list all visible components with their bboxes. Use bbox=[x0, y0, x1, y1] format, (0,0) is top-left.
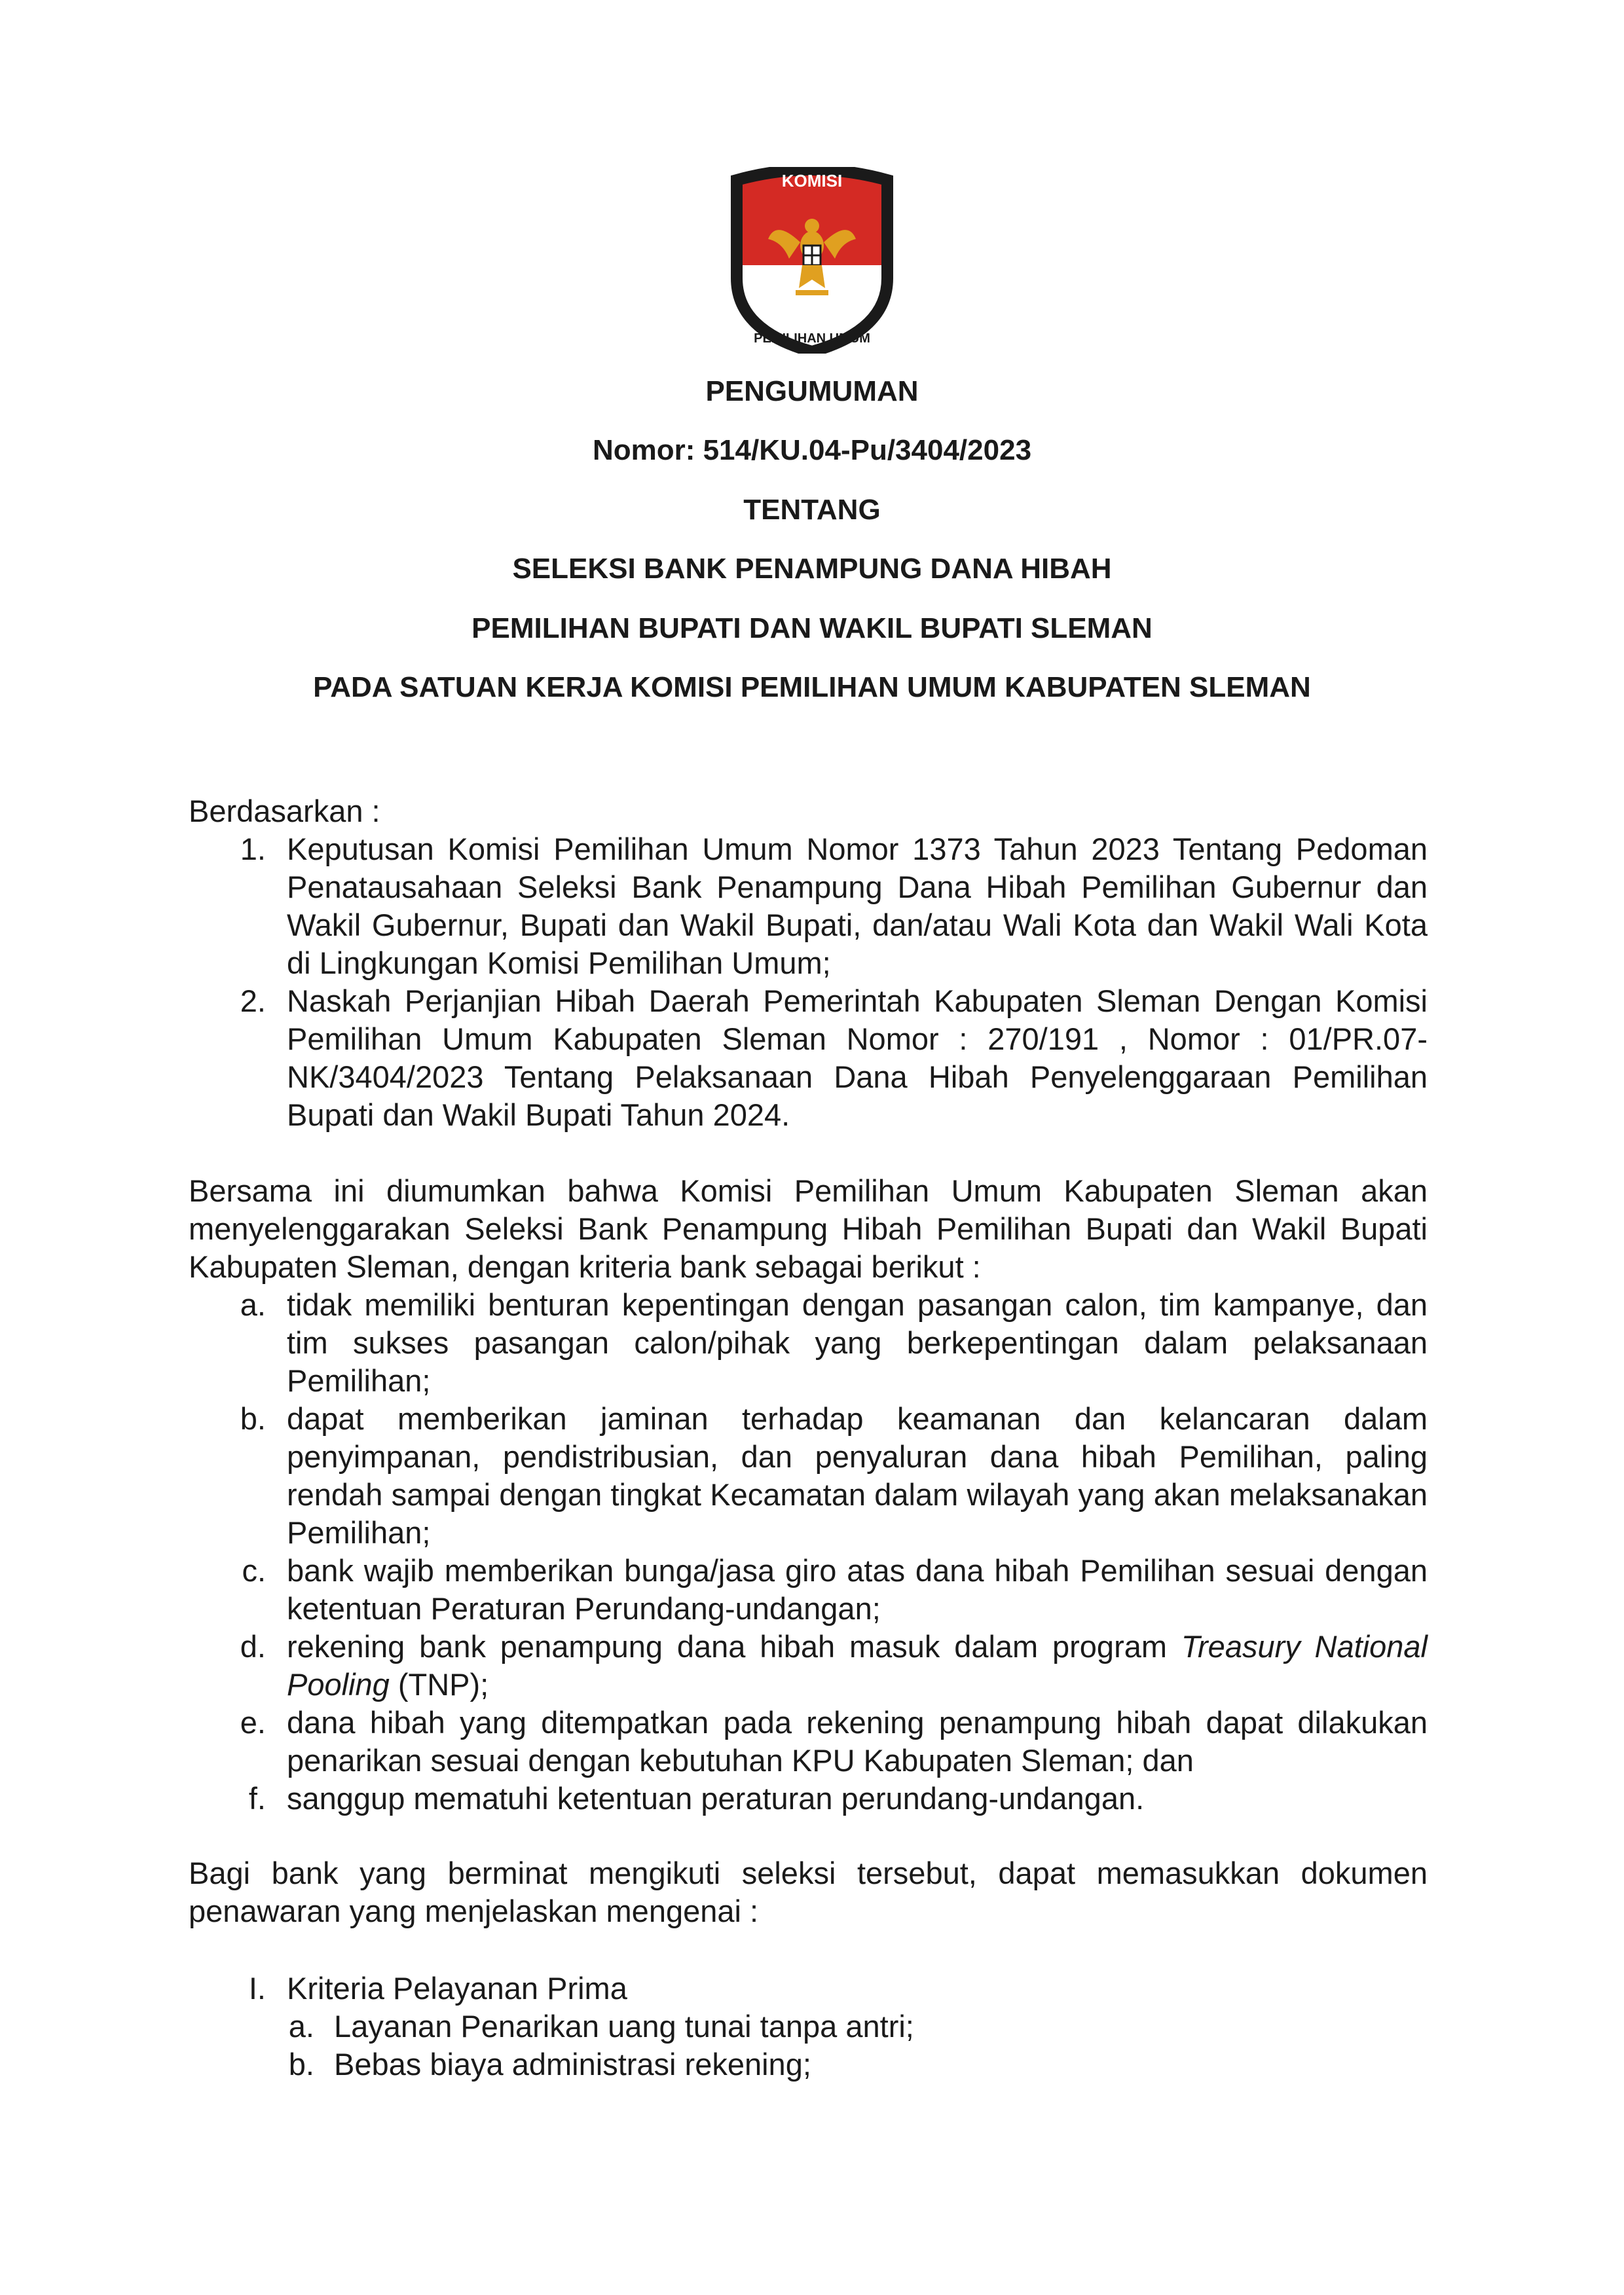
criteria-marker: d. bbox=[240, 1629, 266, 1664]
criteria-marker: a. bbox=[240, 1287, 266, 1322]
page-title: PENGUMUMAN bbox=[705, 375, 919, 407]
criteria-marker: f. bbox=[248, 1781, 266, 1816]
criteria-item: tidak memiliki benturan kepentingan dengan pasangan calon, tim kampanye, dan tim sukses pasangan calon/pihak yang berkepentingan dalam pelaksanaan Pemilihan; bbox=[287, 1287, 1428, 1398]
basis-label: Berdasarkan : bbox=[189, 794, 380, 828]
criteria-text-end: (TNP); bbox=[389, 1667, 489, 1702]
criteria-marker: c. bbox=[242, 1553, 266, 1588]
basis-item: Keputusan Komisi Pemilihan Umum Nomor 1373 Tahun 2023 Tentang Pedoman Penatausahaan Seleksi Bank Penampung Dana Hibah Pemilihan Gubernur dan Wakil Gubernur, Bupati dan Wakil Bupati, dan/atau Wali Kota dan Wakil Wali Kota di Lingkungan Komisi Pemilihan Umum; bbox=[287, 832, 1428, 980]
subject-line-1: SELEKSI BANK PENAMPUNG DANA HIBAH bbox=[512, 553, 1112, 585]
criteria-item: dapat memberikan jaminan terhadap keamanan dan kelancaran dalam penyimpanan, pendistribusian, dan penyaluran dana hibah Pemilihan, paling rendah sampai dengan tingkat Kecamatan dalam wilayah yang akan melaksanakan Pemilihan; bbox=[287, 1401, 1428, 1550]
offer-section-title: Kriteria Pelayanan Prima bbox=[287, 1971, 627, 2006]
criteria-marker: b. bbox=[240, 1401, 266, 1436]
kpu-logo bbox=[730, 167, 894, 354]
criteria-item: sanggup mematuhi ketentuan peraturan perundang-undangan. bbox=[287, 1781, 1145, 1816]
offer-item-marker: a. bbox=[288, 2009, 314, 2044]
basis-item-marker: 2. bbox=[240, 983, 266, 1018]
offer-item: Layanan Penarikan uang tunai tanpa antri; bbox=[334, 2009, 914, 2044]
criteria-item: bank wajib memberikan bunga/jasa giro atas dana hibah Pemilihan sesuai dengan ketentuan Peraturan Perundang-undangan; bbox=[287, 1553, 1428, 1626]
announcement-intro: Bersama ini diumumkan bahwa Komisi Pemilihan Umum Kabupaten Sleman akan menyelenggarakan Seleksi Bank Penampung Hibah Pemilihan Bupati dan Wakil Bupati Kabupaten Sleman, dengan kriteria bank sebagai berikut : bbox=[189, 1173, 1428, 1284]
offer-item: Bebas biaya administrasi rekening; bbox=[334, 2047, 811, 2082]
criteria-italic-term: Treasury National Pooling bbox=[287, 1629, 1428, 1702]
offer-intro: Bagi bank yang berminat mengikuti seleksi tersebut, dapat memasukkan dokumen penawaran yang menjelaskan mengenai : bbox=[189, 1856, 1428, 1928]
subject-line-3: PADA SATUAN KERJA KOMISI PEMILIHAN UMUM KABUPATEN SLEMAN bbox=[313, 671, 1311, 703]
basis-item-marker: 1. bbox=[240, 832, 266, 866]
offer-section-marker: I. bbox=[248, 1971, 266, 2006]
offer-item-marker: b. bbox=[288, 2047, 314, 2082]
logo-top-text: KOMISI bbox=[781, 171, 843, 191]
subject-line-2: PEMILIHAN BUPATI DAN WAKIL BUPATI SLEMAN bbox=[471, 612, 1153, 644]
criteria-text: rekening bank penampung dana hibah masuk dalam program bbox=[287, 1629, 1181, 1664]
criteria-marker: e. bbox=[240, 1705, 266, 1740]
document-number: Nomor: 514/KU.04-Pu/3404/2023 bbox=[592, 434, 1032, 466]
criteria-item bbox=[287, 1628, 1428, 1704]
basis-item: Naskah Perjanjian Hibah Daerah Pemerintah Kabupaten Sleman Dengan Komisi Pemilihan Umum Kabupaten Sleman Nomor : 270/191 , Nomor : 01/PR.07-NK/3404/2023 Tentang Pelaksanaan Dana Hibah Penyelenggaraan Pemilihan Bupati dan Wakil Bupati Tahun 2024. bbox=[287, 983, 1428, 1132]
about-label: TENTANG bbox=[743, 494, 881, 526]
logo-bottom-text: PEMILIHAN UMUM bbox=[754, 331, 870, 346]
criteria-item: dana hibah yang ditempatkan pada rekening penampung hibah dapat dilakukan penarikan sesuai dengan kebutuhan KPU Kabupaten Sleman; dan bbox=[287, 1705, 1428, 1778]
